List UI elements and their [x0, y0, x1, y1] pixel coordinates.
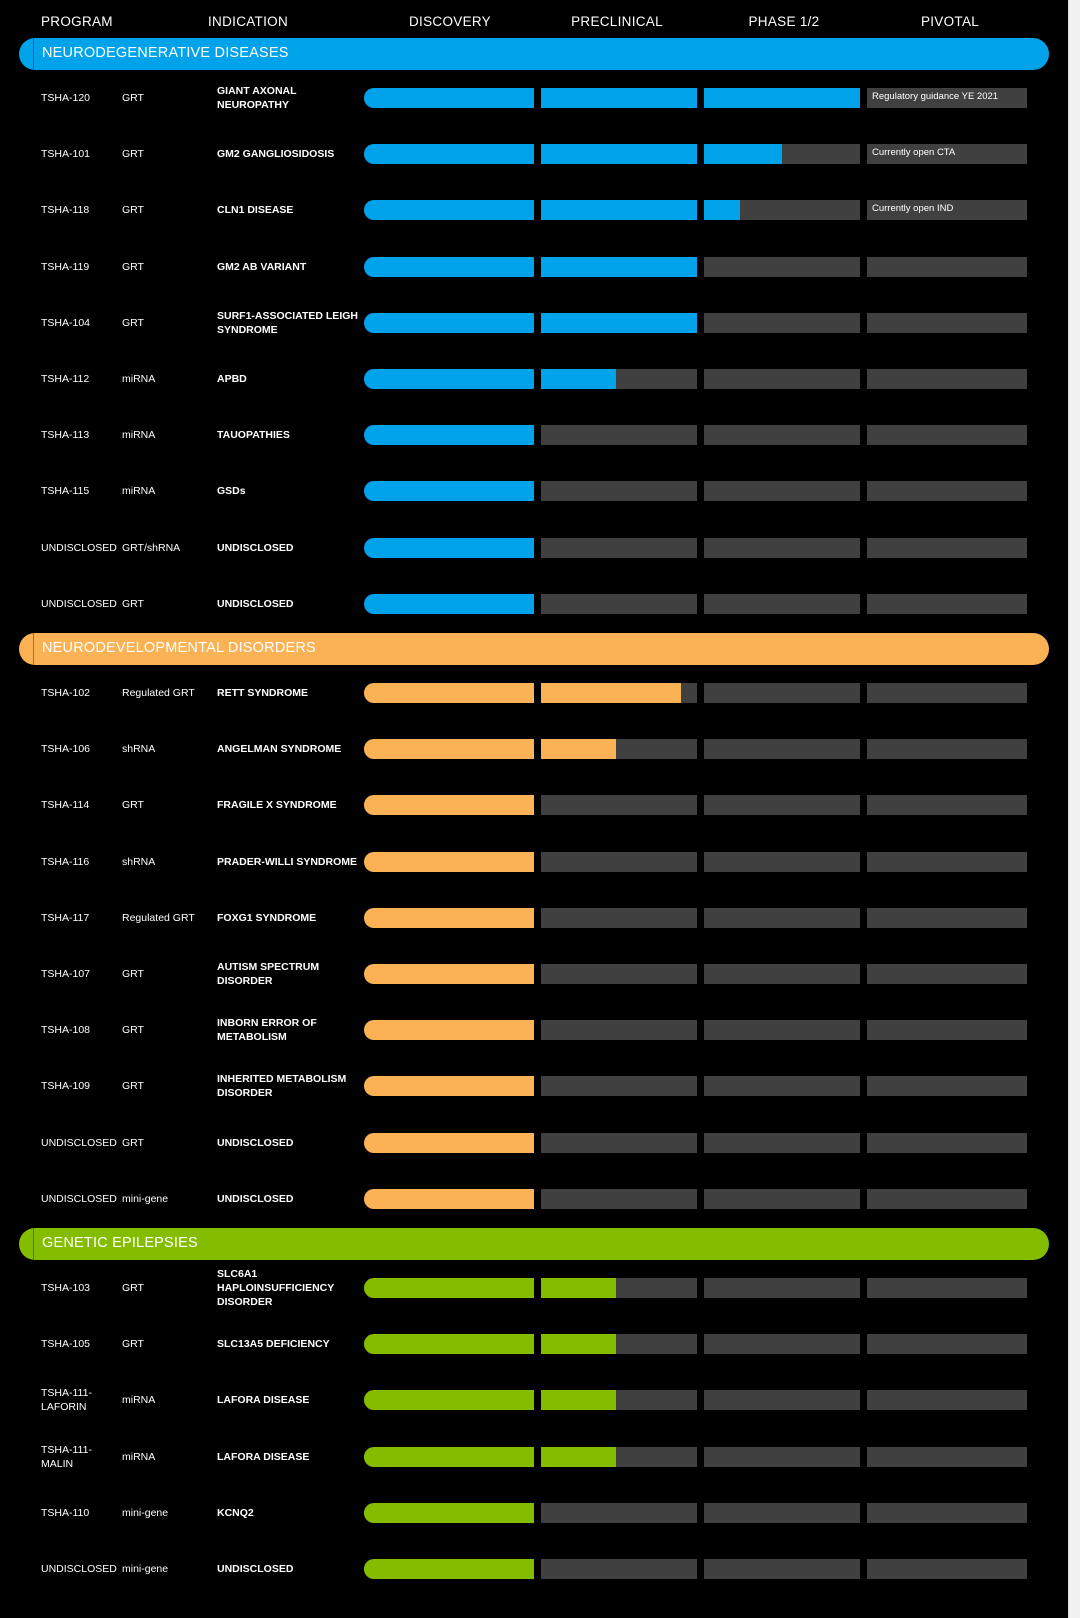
stage-segment-2 — [541, 200, 697, 220]
indication-name: GM2 GANGLIOSIDOSIS — [217, 148, 335, 161]
stage-segment-2 — [541, 1390, 697, 1410]
stage-segment-1 — [364, 594, 534, 614]
stage-segment-4 — [867, 795, 1027, 815]
indication-name: INHERITED METABOLISM DISORDER — [217, 1073, 347, 1100]
table-row — [0, 946, 1068, 1002]
program-name: TSHA-120 — [41, 92, 91, 104]
band-divider — [33, 1228, 34, 1260]
table-row — [0, 1115, 1068, 1171]
scrollbar[interactable] — [1068, 0, 1080, 1618]
stage-segment-3 — [704, 1278, 860, 1298]
technology-type: shRNA — [122, 743, 156, 756]
indication-name: AUTISM SPECTRUM DISORDER — [217, 961, 320, 987]
table-row — [0, 665, 1068, 721]
program-name: TSHA-103 — [41, 1282, 91, 1294]
progress-fill — [364, 313, 534, 333]
technology-type: mini-gene — [122, 1563, 169, 1575]
technology-type: GRT — [122, 316, 144, 329]
stage-segment-3 — [704, 481, 860, 501]
progress-fill — [364, 683, 534, 703]
technology-type: GRT — [122, 1282, 144, 1294]
table-row — [0, 1171, 1068, 1227]
program-name: TSHA-108 — [41, 1024, 91, 1037]
stage-segment-1 — [364, 852, 534, 872]
stage-segment-2 — [541, 538, 697, 558]
stage-segment-3 — [704, 964, 860, 984]
stage-segment-1 — [364, 739, 534, 759]
indication-name: UNDISCLOSED — [217, 541, 294, 554]
stage-segment-1 — [364, 683, 534, 703]
stage-segment-3 — [704, 1334, 860, 1354]
progress-fill — [541, 88, 697, 108]
indication-name: TAUOPATHIES — [217, 429, 290, 442]
stage-segment-3 — [704, 1076, 860, 1096]
stage-segment-3 — [704, 1559, 860, 1579]
stage-segment-4 — [867, 200, 1027, 220]
stage-segment-3 — [704, 1133, 860, 1153]
technology-type: GRT — [122, 1338, 144, 1351]
stage-segment-4 — [867, 683, 1027, 703]
table-row — [0, 777, 1068, 833]
stage-segment-4 — [867, 1447, 1027, 1467]
stage-segment-4 — [867, 1133, 1027, 1153]
stage-segment-1 — [364, 144, 534, 164]
band-divider — [33, 38, 34, 70]
table-row — [0, 295, 1068, 351]
indication-name: GIANT AXONAL NEUROPATHY — [217, 85, 297, 111]
table-row — [0, 890, 1068, 946]
progress-fill — [364, 1503, 534, 1523]
technology-type: GRT/shRNA — [122, 541, 181, 554]
progress-fill — [364, 538, 534, 558]
indication-name: FRAGILE X SYNDROME — [217, 799, 337, 812]
stage-segment-4 — [867, 964, 1027, 984]
stage-segment-1 — [364, 1334, 534, 1354]
progress-fill — [364, 1076, 534, 1096]
stage-segment-1 — [364, 200, 534, 220]
progress-fill — [541, 1334, 616, 1354]
progress-fill — [364, 908, 534, 928]
program-name: TSHA-111-LAFORIN — [41, 1387, 92, 1414]
program-name: UNDISCLOSED — [41, 597, 117, 610]
header-pivotal: PIVOTAL — [920, 14, 980, 29]
program-name: TSHA-107 — [41, 968, 91, 980]
progress-fill — [364, 594, 534, 614]
indication-name: LAFORA DISEASE — [217, 1394, 310, 1407]
indication-name: LAFORA DISEASE — [217, 1450, 310, 1463]
stage-segment-2 — [541, 852, 697, 872]
technology-type: GRT — [122, 92, 144, 104]
program-name: TSHA-110 — [41, 1506, 90, 1519]
category-label: NEURODEVELOPMENTAL DISORDERS — [42, 640, 316, 656]
progress-fill — [704, 200, 740, 220]
stage-segment-3 — [704, 425, 860, 445]
stage-segment-1 — [364, 908, 534, 928]
program-name: TSHA-102 — [41, 687, 91, 699]
stage-segment-1 — [364, 1020, 534, 1040]
program-name: TSHA-119 — [41, 260, 90, 273]
stage-segment-4 — [867, 1503, 1027, 1523]
program-name: TSHA-113 — [41, 429, 90, 442]
table-row — [0, 1429, 1068, 1485]
progress-fill — [364, 1189, 534, 1209]
stage-segment-4 — [867, 144, 1027, 164]
table-row — [0, 407, 1068, 463]
header-discovery: DISCOVERY — [409, 14, 491, 29]
table-row — [0, 721, 1068, 777]
stage-segment-1 — [364, 964, 534, 984]
program-name: TSHA-116 — [41, 855, 90, 868]
category-band — [19, 1228, 1049, 1260]
stage-segment-2 — [541, 1076, 697, 1096]
stage-segment-2 — [541, 144, 697, 164]
technology-type: GRT — [122, 968, 144, 980]
stage-segment-4 — [867, 1189, 1027, 1209]
stage-segment-4 — [867, 1076, 1027, 1096]
stage-segment-3 — [704, 257, 860, 277]
status-note: Regulatory guidance YE 2021 — [872, 91, 999, 102]
stage-segment-4 — [867, 481, 1027, 501]
technology-type: mini-gene — [122, 1506, 169, 1519]
status-note: Currently open IND — [872, 203, 954, 215]
stage-segment-3 — [704, 1447, 860, 1467]
table-row — [0, 126, 1068, 182]
table-row — [0, 351, 1068, 407]
table-row — [0, 239, 1068, 295]
stage-segment-3 — [704, 1189, 860, 1209]
band-divider — [33, 633, 34, 665]
stage-segment-1 — [364, 369, 534, 389]
stage-segment-3 — [704, 908, 860, 928]
stage-segment-1 — [364, 257, 534, 277]
stage-segment-3 — [704, 1020, 860, 1040]
stage-segment-4 — [867, 1334, 1027, 1354]
stage-segment-3 — [704, 1503, 860, 1523]
program-name: UNDISCLOSED — [41, 1563, 117, 1575]
stage-segment-1 — [364, 1503, 534, 1523]
program-name: TSHA-104 — [41, 316, 91, 329]
stage-segment-1 — [364, 1559, 534, 1579]
stage-segment-2 — [541, 257, 697, 277]
stage-segment-1 — [364, 1189, 534, 1209]
table-row — [0, 520, 1068, 576]
stage-segment-1 — [364, 538, 534, 558]
program-name: TSHA-115 — [41, 485, 90, 498]
stage-segment-3 — [704, 313, 860, 333]
technology-type: miRNA — [122, 1450, 156, 1463]
category-label: GENETIC EPILEPSIES — [42, 1235, 198, 1251]
stage-segment-3 — [704, 88, 860, 108]
stage-segment-4 — [867, 1020, 1027, 1040]
progress-fill — [364, 257, 534, 277]
table-row — [0, 182, 1068, 238]
stage-segment-1 — [364, 481, 534, 501]
header-indication: INDICATION — [208, 14, 288, 29]
program-name: UNDISCLOSED — [41, 1192, 117, 1205]
indication-name: SLC13A5 DEFICIENCY — [217, 1338, 330, 1351]
technology-type: shRNA — [122, 855, 156, 868]
progress-fill — [541, 1390, 616, 1410]
stage-segment-4 — [867, 1559, 1027, 1579]
stage-segment-4 — [867, 257, 1027, 277]
technology-type: GRT — [122, 148, 144, 161]
progress-fill — [541, 739, 616, 759]
progress-fill — [704, 88, 860, 108]
table-row — [0, 1260, 1068, 1316]
stage-segment-3 — [704, 1390, 860, 1410]
table-row — [0, 1002, 1068, 1058]
stage-segment-2 — [541, 1278, 697, 1298]
category-band — [19, 633, 1049, 665]
progress-fill — [541, 144, 697, 164]
progress-fill — [541, 1447, 616, 1467]
program-name: TSHA-117 — [41, 911, 90, 924]
stage-segment-4 — [867, 908, 1027, 928]
indication-name: UNDISCLOSED — [217, 597, 294, 610]
stage-segment-1 — [364, 1278, 534, 1298]
stage-segment-3 — [704, 200, 860, 220]
table-row — [0, 70, 1068, 126]
progress-fill — [541, 313, 697, 333]
stage-segment-1 — [364, 1133, 534, 1153]
stage-segment-3 — [704, 144, 860, 164]
indication-name: RETT SYNDROME — [217, 687, 309, 699]
header-preclinical: PRECLINICAL — [571, 14, 663, 29]
stage-segment-3 — [704, 795, 860, 815]
progress-fill — [364, 739, 534, 759]
indication-name: FOXG1 SYNDROME — [217, 911, 317, 924]
indication-name: APBD — [217, 373, 247, 385]
progress-fill — [364, 1559, 534, 1579]
table-row — [0, 1485, 1068, 1541]
progress-fill — [704, 144, 782, 164]
stage-segment-3 — [704, 852, 860, 872]
technology-type: miRNA — [122, 1394, 156, 1407]
stage-segment-4 — [867, 739, 1027, 759]
progress-fill — [364, 964, 534, 984]
stage-segment-2 — [541, 795, 697, 815]
stage-segment-2 — [541, 908, 697, 928]
header-phase-1-2: PHASE 1/2 — [748, 14, 820, 29]
status-note: Currently open CTA — [872, 147, 956, 159]
technology-type: GRT — [122, 1136, 144, 1149]
stage-segment-4 — [867, 1390, 1027, 1410]
progress-fill — [541, 200, 697, 220]
stage-segment-2 — [541, 369, 697, 389]
progress-fill — [541, 1278, 616, 1298]
progress-fill — [364, 88, 534, 108]
progress-fill — [364, 369, 534, 389]
stage-segment-2 — [541, 313, 697, 333]
table-row — [0, 463, 1068, 519]
table-row — [0, 1541, 1068, 1597]
indication-name: GM2 AB VARIANT — [217, 260, 307, 273]
stage-segment-1 — [364, 425, 534, 445]
stage-segment-3 — [704, 538, 860, 558]
indication-name: SLC6A1 HAPLOINSUFFICIENCY DISORDER — [217, 1268, 335, 1308]
table-row — [0, 834, 1068, 890]
program-name: TSHA-106 — [41, 743, 91, 756]
progress-fill — [364, 1133, 534, 1153]
indication-name: ANGELMAN SYNDROME — [217, 743, 342, 756]
stage-segment-4 — [867, 313, 1027, 333]
program-name: TSHA-105 — [41, 1338, 91, 1351]
program-name: TSHA-118 — [41, 204, 90, 217]
stage-segment-4 — [867, 852, 1027, 872]
category-band — [19, 38, 1049, 70]
stage-segment-2 — [541, 594, 697, 614]
stage-segment-4 — [867, 594, 1027, 614]
stage-segment-2 — [541, 1559, 697, 1579]
program-name: TSHA-114 — [41, 799, 90, 812]
stage-segment-2 — [541, 1133, 697, 1153]
stage-segment-2 — [541, 739, 697, 759]
stage-segment-1 — [364, 1447, 534, 1467]
technology-type: Regulated GRT — [122, 687, 195, 699]
stage-segment-2 — [541, 1447, 697, 1467]
indication-name: GSDs — [217, 485, 246, 498]
stage-segment-1 — [364, 795, 534, 815]
stage-segment-2 — [541, 481, 697, 501]
stage-segment-3 — [704, 739, 860, 759]
progress-fill — [364, 425, 534, 445]
indication-name: UNDISCLOSED — [217, 1136, 294, 1149]
progress-fill — [364, 1278, 534, 1298]
stage-segment-2 — [541, 1020, 697, 1040]
stage-segment-1 — [364, 313, 534, 333]
progress-fill — [541, 683, 681, 703]
technology-type: mini-gene — [122, 1192, 169, 1205]
stage-segment-3 — [704, 683, 860, 703]
stage-segment-2 — [541, 964, 697, 984]
indication-name: UNDISCLOSED — [217, 1563, 294, 1575]
stage-segment-1 — [364, 1076, 534, 1096]
progress-fill — [541, 257, 697, 277]
progress-fill — [364, 1334, 534, 1354]
progress-fill — [364, 1390, 534, 1410]
stage-segment-4 — [867, 425, 1027, 445]
progress-fill — [364, 1020, 534, 1040]
program-name: UNDISCLOSED — [41, 541, 117, 554]
stage-segment-4 — [867, 369, 1027, 389]
stage-segment-4 — [867, 1278, 1027, 1298]
header-program: PROGRAM — [41, 14, 113, 29]
technology-type: miRNA — [122, 373, 156, 385]
table-row — [0, 576, 1068, 632]
program-name: TSHA-101 — [41, 148, 91, 161]
stage-segment-2 — [541, 425, 697, 445]
program-name: TSHA-109 — [41, 1080, 91, 1093]
category-label: NEURODEGENERATIVE DISEASES — [42, 45, 289, 61]
technology-type: GRT — [122, 1024, 144, 1037]
progress-fill — [364, 795, 534, 815]
technology-type: GRT — [122, 799, 144, 812]
indication-name: PRADER-WILLI SYNDROME — [217, 855, 357, 868]
technology-type: miRNA — [122, 485, 156, 498]
progress-fill — [541, 369, 616, 389]
stage-segment-3 — [704, 594, 860, 614]
stage-segment-4 — [867, 538, 1027, 558]
progress-fill — [364, 852, 534, 872]
progress-fill — [364, 481, 534, 501]
technology-type: Regulated GRT — [122, 911, 195, 924]
technology-type: GRT — [122, 260, 144, 273]
indication-name: UNDISCLOSED — [217, 1192, 294, 1205]
progress-fill — [364, 200, 534, 220]
stage-segment-2 — [541, 1189, 697, 1209]
stage-segment-2 — [541, 1503, 697, 1523]
table-row — [0, 1372, 1068, 1428]
technology-type: GRT — [122, 1080, 144, 1093]
technology-type: GRT — [122, 204, 144, 217]
table-row — [0, 1058, 1068, 1114]
indication-name: SURF1-ASSOCIATED LEIGH SYNDROME — [217, 309, 358, 336]
stage-segment-3 — [704, 369, 860, 389]
program-name: UNDISCLOSED — [41, 1136, 117, 1149]
technology-type: miRNA — [122, 429, 156, 442]
program-name: TSHA-111-MALIN — [41, 1443, 92, 1470]
stage-segment-2 — [541, 88, 697, 108]
table-row — [0, 1316, 1068, 1372]
technology-type: GRT — [122, 597, 144, 610]
stage-segment-4 — [867, 88, 1027, 108]
stage-segment-2 — [541, 683, 697, 703]
progress-fill — [364, 1447, 534, 1467]
stage-segment-2 — [541, 1334, 697, 1354]
indication-name: KCNQ2 — [217, 1506, 254, 1519]
indication-name: CLN1 DISEASE — [217, 204, 294, 217]
stage-segment-1 — [364, 88, 534, 108]
program-name: TSHA-112 — [41, 373, 90, 385]
stage-segment-1 — [364, 1390, 534, 1410]
indication-name: INBORN ERROR OF METABOLISM — [217, 1017, 317, 1044]
progress-fill — [364, 144, 534, 164]
